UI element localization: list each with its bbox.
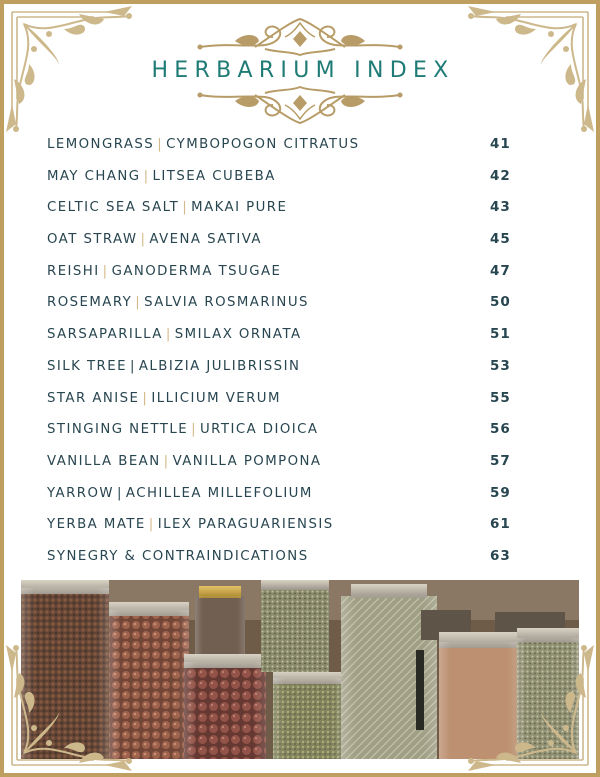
page-number: 59 <box>490 484 511 501</box>
index-entry <box>47 169 517 201</box>
index-entry <box>47 391 517 423</box>
separator: | <box>191 422 197 438</box>
common-name: YARROW <box>47 485 114 501</box>
page-number: 51 <box>490 326 511 343</box>
entry-title <box>47 327 302 342</box>
separator: | <box>165 327 172 343</box>
latin-name: SALVIA ROSMARINUS <box>144 295 309 311</box>
index-entry <box>47 295 517 327</box>
page-number: 41 <box>490 136 511 152</box>
entry-title <box>47 486 313 501</box>
separator: | <box>140 232 147 248</box>
common-name: YERBA MATE <box>47 517 146 533</box>
common-name: VANILLA BEAN <box>47 453 161 469</box>
common-name: SARSAPARILLA <box>47 327 163 343</box>
index-entry <box>47 454 517 486</box>
entry-title <box>47 359 300 374</box>
entry-title <box>47 391 281 406</box>
page-number: 63 <box>490 547 511 564</box>
index-entry <box>47 200 517 232</box>
separator: | <box>142 390 149 406</box>
page-number: 42 <box>490 167 511 184</box>
index-entry <box>47 517 517 549</box>
common-name: LEMONGRASS <box>47 137 155 152</box>
separator: | <box>102 263 109 279</box>
index-list <box>47 137 517 581</box>
title-ornament-bottom <box>195 85 405 125</box>
page-number: 53 <box>490 357 511 374</box>
entry-title <box>47 137 360 152</box>
separator: | <box>116 485 123 501</box>
common-name: ROSEMARY <box>47 295 133 311</box>
common-name: SILK TREE <box>47 358 127 374</box>
latin-name: ACHILLEA MILLEFOLIUM <box>125 485 313 501</box>
page-number: 55 <box>490 389 511 406</box>
page-number: 61 <box>490 516 511 533</box>
separator: | <box>148 517 155 533</box>
latin-name: MAKAI PURE <box>191 200 288 216</box>
corner-flourish-bottom-right <box>466 643 596 773</box>
page-title: HERBARIUM INDEX <box>151 58 455 83</box>
latin-name: LITSEA CUBEBA <box>152 168 276 184</box>
latin-name: ILEX PARAGUARIENSIS <box>157 517 334 533</box>
latin-name: VANILLA POMPONA <box>172 453 322 469</box>
entry-title <box>47 549 309 564</box>
entry-title <box>47 295 309 310</box>
entry-title <box>47 200 287 215</box>
separator: | <box>143 168 150 184</box>
common-name: SYNEGRY & CONTRAINDICATIONS <box>47 548 309 564</box>
index-entry <box>47 232 517 264</box>
separator: | <box>129 358 136 374</box>
page-number: 56 <box>490 421 511 438</box>
separator: | <box>135 295 142 311</box>
index-entry <box>47 137 517 169</box>
latin-name: GANODERMA TSUGAE <box>111 263 282 279</box>
page-number: 57 <box>490 452 511 469</box>
entry-title <box>47 264 281 279</box>
index-entry <box>47 486 517 518</box>
index-entry <box>47 549 517 581</box>
common-name: CELTIC SEA SALT <box>47 200 180 216</box>
page-number: 45 <box>490 231 511 248</box>
entry-title <box>47 232 262 247</box>
latin-name: CYMBOPOGON CITRATUS <box>166 137 360 152</box>
entry-title <box>47 169 276 184</box>
common-name: STINGING NETTLE <box>47 422 189 438</box>
entry-title <box>47 454 321 469</box>
title-ornament-top <box>195 17 405 57</box>
common-name: STAR ANISE <box>47 390 140 406</box>
separator: | <box>182 200 189 216</box>
common-name: OAT STRAW <box>47 232 138 248</box>
page-number: 43 <box>490 199 511 216</box>
index-entry <box>47 359 517 391</box>
common-name: REISHI <box>47 263 100 279</box>
latin-name: ALBIZIA JULIBRISSIN <box>138 358 301 374</box>
page-number: 47 <box>490 262 511 279</box>
latin-name: SMILAX ORNATA <box>174 327 302 343</box>
index-entry <box>47 264 517 296</box>
corner-flourish-bottom-left <box>4 643 134 773</box>
page-number: 50 <box>490 294 511 311</box>
separator: | <box>163 453 170 469</box>
entry-title <box>47 517 334 532</box>
index-entry <box>47 422 517 454</box>
entry-title <box>47 422 318 437</box>
common-name: MAY CHANG <box>47 168 141 184</box>
latin-name: URTICA DIOICA <box>200 422 319 438</box>
latin-name: ILLICIUM VERUM <box>151 390 281 406</box>
separator: | <box>157 137 164 152</box>
index-entry <box>47 327 517 359</box>
latin-name: AVENA SATIVA <box>149 232 262 248</box>
